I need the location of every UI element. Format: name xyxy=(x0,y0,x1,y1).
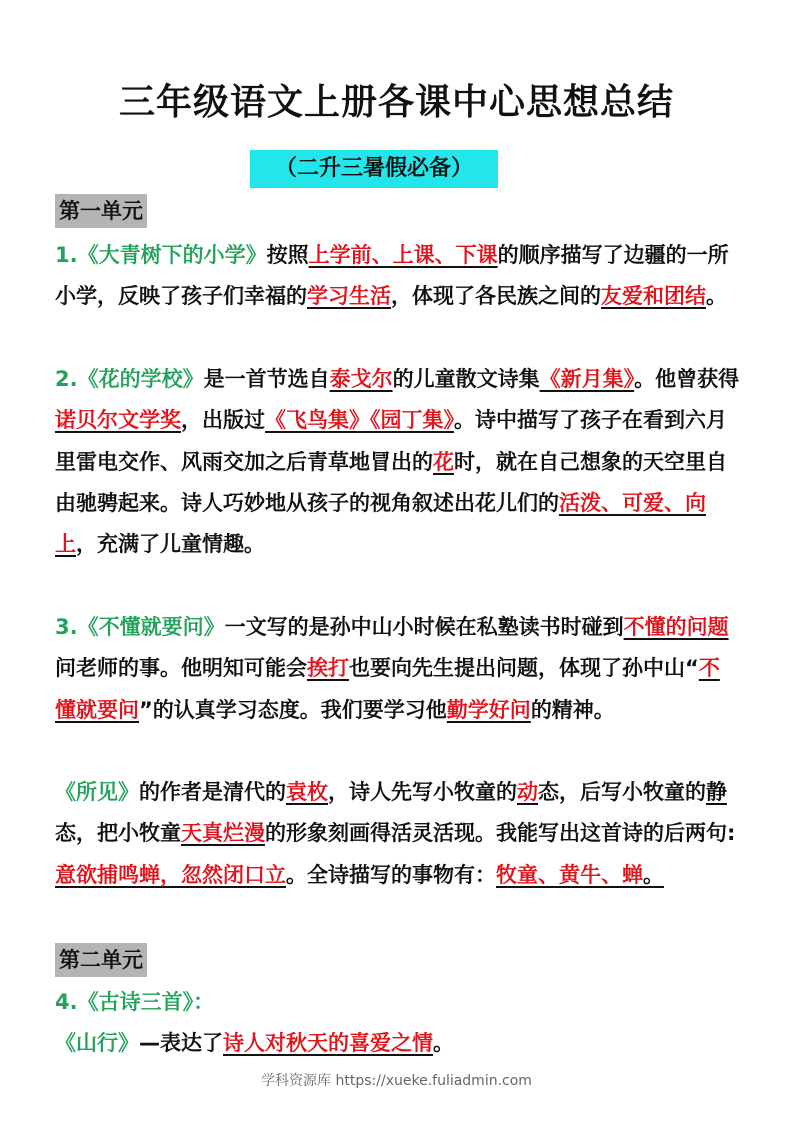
text: ”的认真学习态度。我们要学习他 xyxy=(139,697,447,722)
lesson-paragraph-1 xyxy=(55,235,740,318)
document-title: 三年级语文上册各课中心思想总结 xyxy=(118,82,674,123)
unit-heading-1: 第一单元 xyxy=(55,194,147,228)
text: 是一首节选自 xyxy=(203,367,330,391)
highlight: 天真烂漫 xyxy=(181,821,265,846)
highlight: 勤学好问 xyxy=(446,697,531,722)
highlight: 意欲捕鸣蝉，忽然闭口立 xyxy=(55,862,286,887)
lesson-title: 1.《大青树下的小学》 xyxy=(55,243,267,267)
text: 时，就在自己想象的天空里自由驰骋起来。诗人巧妙地从孩子的视角叙述出花儿们的 xyxy=(55,449,727,515)
highlight: 挨打 xyxy=(307,656,349,681)
lesson-title: 4.《古诗三首》： xyxy=(55,990,215,1014)
text: 的儿童散文诗集 xyxy=(392,367,540,391)
text: 按照 xyxy=(266,243,309,267)
highlight: 花 xyxy=(433,449,454,474)
text: ，体现了各民族之间的 xyxy=(391,284,601,309)
lesson-title: 2.《花的学校》 xyxy=(55,367,204,391)
text: 。 xyxy=(706,284,727,309)
text: 的精神。 xyxy=(530,697,615,722)
lesson-paragraph-2 xyxy=(55,359,740,565)
highlight: 《飞鸟集》《园丁集》 xyxy=(265,408,454,433)
text: ，出版过 xyxy=(181,408,265,433)
text: ，诗人先写小牧童的 xyxy=(328,780,517,804)
text: 。 xyxy=(433,1031,454,1055)
highlight: 诺贝尔文学奖 xyxy=(55,408,181,433)
text: 的作者是清代的 xyxy=(139,780,286,804)
lesson-title: 3.《不懂就要问》 xyxy=(55,615,225,639)
lesson-title: 《山行》 xyxy=(55,1031,139,1055)
lesson-paragraph-6 xyxy=(55,1023,740,1064)
subtitle-banner: （二升三暑假必备） xyxy=(250,150,498,188)
footer-watermark: 学科资源库 https://xueke.fuliadmin.com xyxy=(261,1073,532,1089)
highlight: 上学前、上课、下课 xyxy=(308,243,498,267)
highlight: 诗人对秋天的喜爱之情 xyxy=(223,1031,433,1055)
lesson-paragraph-3 xyxy=(55,607,740,731)
lesson-title: 《所见》 xyxy=(55,780,139,804)
text: 。全诗描写的事物有： xyxy=(286,862,496,887)
text: 的形象刻画得活灵活现。我能写出这首诗的后两句: xyxy=(265,821,736,846)
lesson-paragraph-4 xyxy=(55,772,740,896)
highlight: 学习生活 xyxy=(307,284,391,309)
lesson-paragraph-5 xyxy=(55,982,740,1023)
highlight: 《新月集》 xyxy=(539,367,635,391)
unit-heading-2: 第二单元 xyxy=(55,943,147,977)
highlight: 友爱和团结 xyxy=(601,284,706,309)
highlight: 不懂的问题 xyxy=(623,615,729,639)
text: 。 xyxy=(643,862,664,887)
text: 也要向先生提出问题，体现了孙中山“ xyxy=(349,656,699,681)
highlight: 不懂就要问 xyxy=(55,656,720,722)
text: 态，把小牧童 xyxy=(55,821,181,846)
text: ，充满了儿童情趣。 xyxy=(76,532,265,557)
highlight: 泰戈尔 xyxy=(329,367,393,391)
text: 的顺序描写了边疆的一所小学，反映了孩子们幸福的 xyxy=(55,243,729,309)
text: 态，后写小牧童的 xyxy=(538,780,706,804)
text: 一文写的是孙中山小时候在私塾读书时碰到 xyxy=(224,615,624,639)
text: —表达了 xyxy=(139,1031,223,1055)
highlight: 牧童、黄牛、蝉 xyxy=(496,862,643,887)
underlined-text: 静 xyxy=(706,780,727,804)
text: 。诗中描写了孩子在看到六月里雷电交作、风雨交加之后青草地冒出的 xyxy=(55,408,727,474)
text: 。他曾获得 xyxy=(634,367,740,391)
highlight: 动 xyxy=(517,780,538,804)
highlight: 袁枚 xyxy=(286,780,328,804)
highlight: 活泼、可爱、向上 xyxy=(55,490,706,557)
text: 问老师的事。他明知可能会 xyxy=(55,656,307,681)
